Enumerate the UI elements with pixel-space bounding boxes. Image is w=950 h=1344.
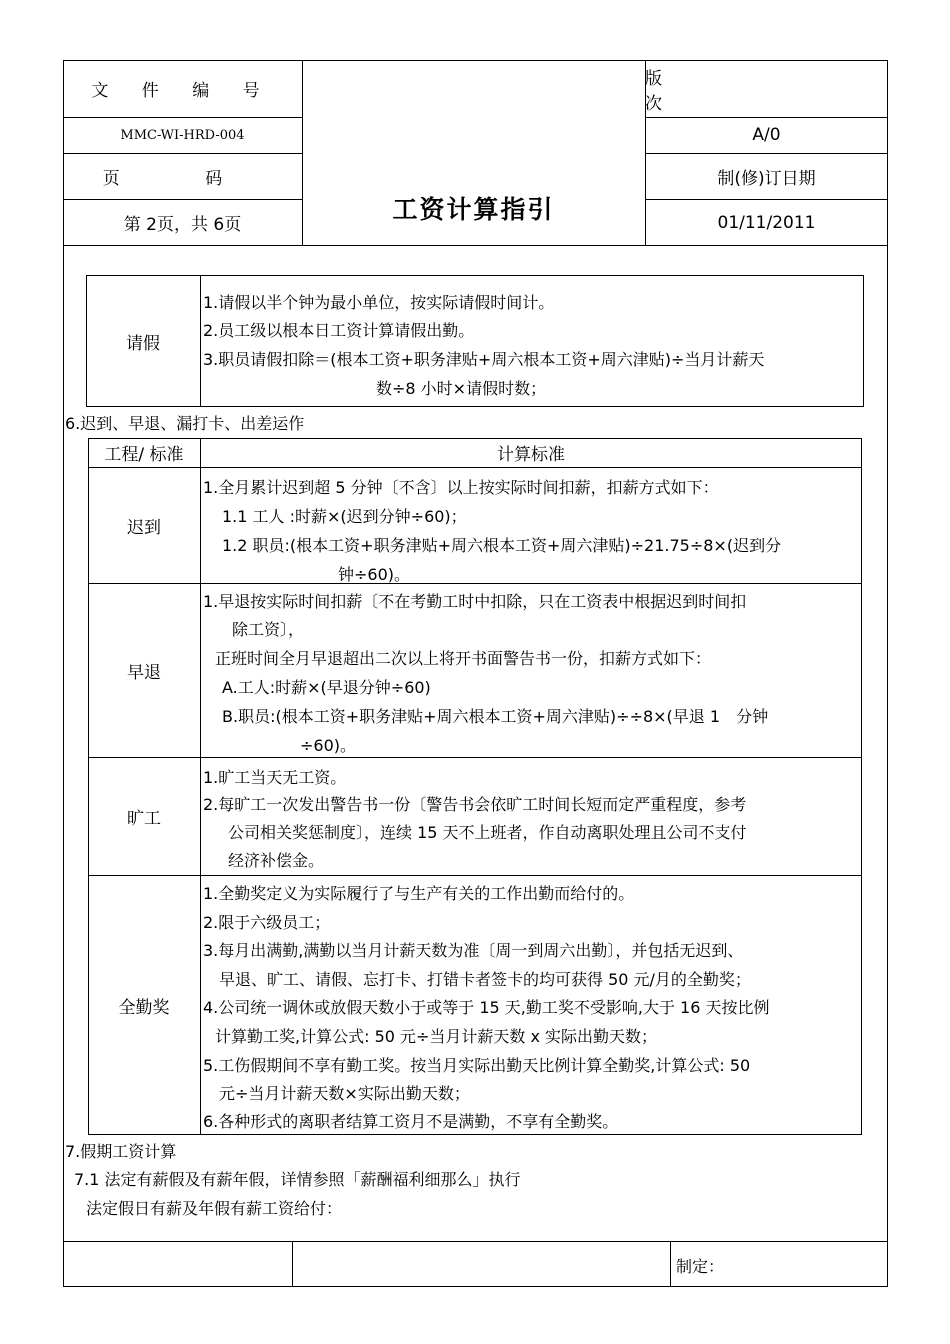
- absent-line-4: 经济补偿金。: [228, 851, 325, 870]
- early-line-3: 正班时间全月早退超出二次以上将开书面警告书一份，扣薪方式如下：: [215, 649, 712, 668]
- document-title: 工资计算指引: [392, 195, 555, 224]
- absent-line-1: 1.旷工当天无工资。: [203, 768, 347, 787]
- column-header-item: 工程/ 标准: [104, 445, 184, 465]
- attendance-line-3: 3.每月出满勤,满勤以当月计薪天数为准〔周一到周六出勤〕，并包括无迟到、: [203, 941, 744, 960]
- doc-no-label: 文 件 编 号: [91, 81, 274, 101]
- column-header-standard: 计算标准: [497, 445, 565, 465]
- leave-label: 请假: [126, 333, 160, 354]
- early-line-4: A.工人:时薪×(早退分钟÷60): [222, 678, 431, 697]
- date-label: 制(修)订日期: [717, 168, 816, 189]
- leave-line-4: 数÷8 小时×请假时数；: [376, 379, 547, 398]
- footer-divider-right: [670, 1241, 671, 1287]
- early-line-1: 1.早退按实际时间扣薪〔不在考勤工时中扣除，只在工资表中根据迟到时间扣: [203, 592, 747, 611]
- section6-heading: 6.迟到、早退、漏打卡、出差运作: [65, 414, 305, 433]
- attendance-line-5: 4.公司统一调休或放假天数小于或等于 15 天,勤工奖不受影响,大于 16 天按比例: [203, 998, 770, 1017]
- late-line-4: 钟÷60)。: [338, 565, 411, 584]
- attendance-label: 全勤奖: [118, 997, 170, 1018]
- attendance-line-2: 2.限于六级员工；: [203, 913, 331, 932]
- early-label: 早退: [127, 662, 161, 683]
- early-line-5: B.职员:(根本工资+职务津贴+周六根本工资+周六津贴)÷÷8×(早退 1 分钟: [222, 707, 769, 726]
- absent-line-2: 2.每旷工一次发出警告书一份〔警告书会依旷工时间长短而定严重程度，参考: [203, 795, 747, 814]
- early-line-6: ÷60)。: [300, 736, 357, 755]
- page-border-left: [63, 246, 64, 1287]
- leave-line-1: 1.请假以半个钟为最小单位，按实际请假时间计。: [203, 293, 555, 312]
- leave-line-3: 3.职员请假扣除＝(根本工资+职务津贴+周六根本工资+周六津贴)÷当月计薪天: [203, 350, 765, 369]
- row-line-early: [88, 757, 862, 758]
- date-value: 01/11/2011: [717, 212, 816, 233]
- footer-divider-left: [292, 1241, 293, 1287]
- leave-line-2: 2.员工级以根本日工资计算请假出勤。: [203, 321, 475, 340]
- late-line-3: 1.2 职员:(根本工资+职务津贴+周六根本工资+周六津贴)÷21.75÷8×(迟到分: [222, 536, 782, 555]
- row-line-absent: [88, 875, 862, 876]
- attendance-line-9: 6.各种形式的离职者结算工资月不是满勤，不享有全勤奖。: [203, 1112, 619, 1131]
- row-line-late: [88, 583, 862, 584]
- absent-line-3: 公司相关奖惩制度〕，连续 15 天不上班者，作自动离职处理且公司不支付: [228, 823, 747, 842]
- absent-label: 旷工: [127, 808, 161, 829]
- footer-table: [63, 1241, 888, 1287]
- section7-line-2: 法定假日有薪及年假有薪工资给付：: [86, 1199, 343, 1218]
- doc-no-value: MMC-WI-HRD-004: [120, 127, 245, 143]
- version-value: A/0: [752, 125, 781, 145]
- attendance-line-6: 计算勤工奖,计算公式: 50 元÷当月计薪天数 x 实际出勤天数；: [215, 1027, 658, 1046]
- page-label: 页 码: [102, 168, 263, 189]
- section7-line-1: 7.1 法定有薪假及有薪年假，详情参照「薪酬福利细那么」执行: [74, 1170, 521, 1189]
- attendance-line-4: 早退、旷工、请假、忘打卡、打错卡者签卡的均可获得 50 元/月的全勤奖；: [219, 970, 751, 989]
- section7-heading: 7.假期工资计算: [65, 1142, 177, 1161]
- page-border-right: [887, 246, 888, 1287]
- row-line-header: [88, 467, 862, 468]
- late-line-1: 1.全月累计迟到超 5 分钟〔不含〕以上按实际时间扣薪，扣薪方式如下：: [203, 478, 719, 497]
- attendance-line-1: 1.全勤奖定义为实际履行了与生产有关的工作出勤而给付的。: [203, 884, 635, 903]
- late-line-2: 1.1 工人 :时薪×(迟到分钟÷60)；: [222, 507, 467, 526]
- late-label: 迟到: [127, 517, 161, 538]
- page-value: 第 2页，共 6页: [123, 215, 242, 235]
- version-label: 版 次: [645, 68, 732, 114]
- leave-table-divider: [200, 275, 201, 407]
- attendance-table-divider: [200, 438, 201, 1135]
- made-by-label: 制定：: [676, 1257, 725, 1276]
- attendance-line-8: 元÷当月计薪天数×实际出勤天数；: [219, 1084, 470, 1103]
- early-line-2: 除工资〕，: [232, 620, 305, 639]
- attendance-line-7: 5.工伤假期间不享有勤工奖。按当月实际出勤天比例计算全勤奖,计算公式: 50: [203, 1056, 751, 1075]
